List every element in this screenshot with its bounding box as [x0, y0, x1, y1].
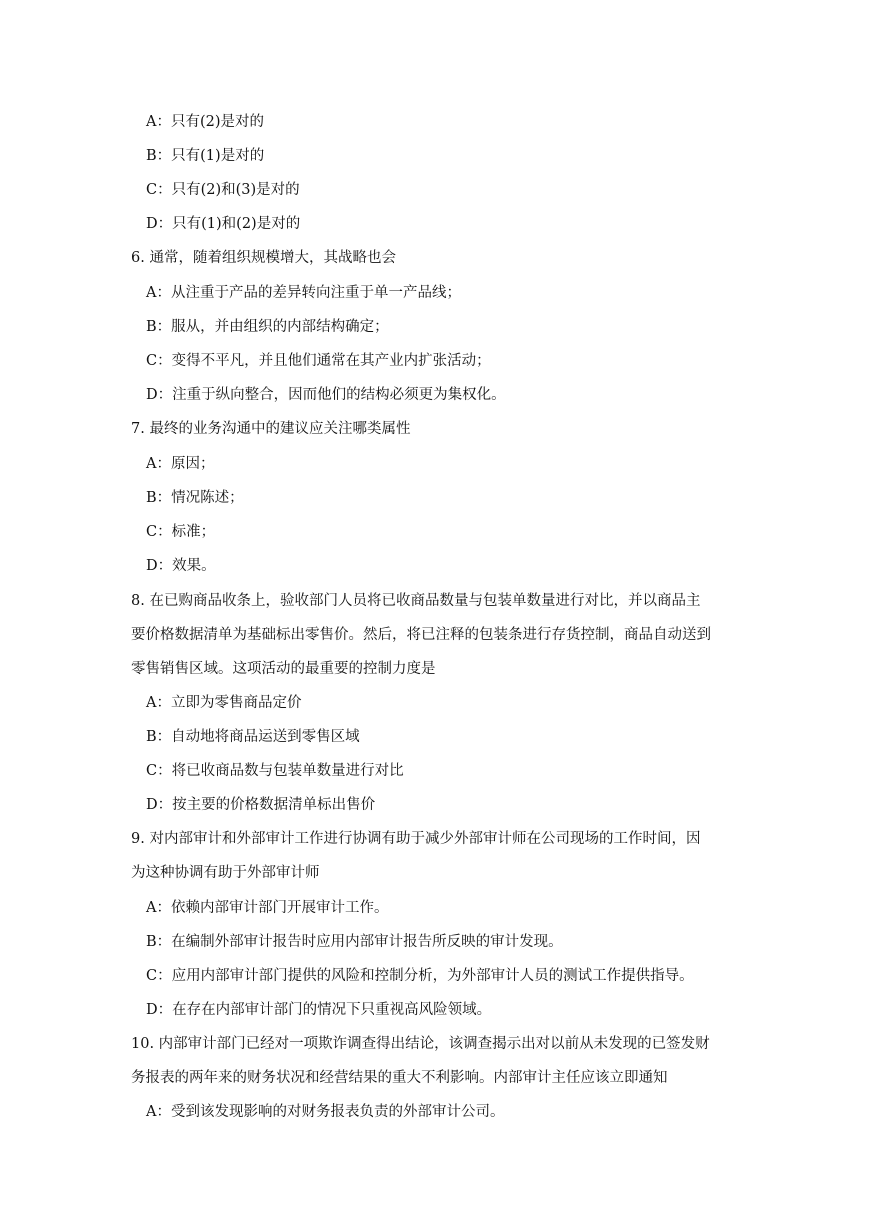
q5-option-d: D：只有(1)和(2)是对的 — [146, 216, 301, 232]
q8-stem-line-2: 要价格数据清单为基础标出零售价。然后，将已注释的包装条进行存货控制，商品自动送到 — [131, 627, 711, 643]
q9-option-a: A：依赖内部审计部门开展审计工作。 — [146, 900, 389, 916]
q8-option-d: D：按主要的价格数据清单标出售价 — [146, 797, 376, 813]
q6-option-d: D：注重于纵向整合，因而他们的结构必须更为集权化。 — [146, 387, 506, 403]
q8-stem-line-3: 零售销售区域。这项活动的最重要的控制力度是 — [131, 661, 436, 677]
q5-option-c: C：只有(2)和(3)是对的 — [146, 182, 300, 198]
q8-option-a: A：立即为零售商品定价 — [146, 695, 302, 711]
q7-option-b: B：情况陈述； — [146, 490, 244, 506]
q5-option-b: B：只有(1)是对的 — [146, 148, 265, 164]
q5-option-a: A：只有(2)是对的 — [146, 114, 265, 130]
q10-option-a: A：受到该发现影响的对财务报表负责的外部审计公司。 — [146, 1104, 505, 1120]
q9-stem-line-1: 9. 对内部审计和外部审计工作进行协调有助于减少外部审计师在公司现场的工作时间，因 — [131, 831, 701, 847]
q10-stem-line-1: 10. 内部审计部门已经对一项欺诈调查得出结论，该调查揭示出对以前从未发现的已签发财 — [131, 1036, 710, 1052]
q6-stem: 6. 通常，随着组织规模增大，其战略也会 — [131, 250, 396, 266]
q7-stem: 7. 最终的业务沟通中的建议应关注哪类属性 — [131, 421, 411, 437]
q9-option-d: D：在存在内部审计部门的情况下只重视高风险领域。 — [146, 1002, 492, 1018]
q8-option-c: C：将已收商品数与包装单数量进行对比 — [146, 763, 404, 779]
q9-option-c: C：应用内部审计部门提供的风险和控制分析，为外部审计人员的测试工作提供指导。 — [146, 968, 694, 984]
q10-stem-line-2: 务报表的两年来的财务状况和经营结果的重大不利影响。内部审计主任应该立即通知 — [131, 1070, 668, 1086]
q9-stem-line-2: 为这种协调有助于外部审计师 — [131, 865, 320, 881]
q7-option-c: C：标准； — [146, 524, 216, 540]
q6-option-a: A：从注重于产品的差异转向注重于单一产品线； — [146, 285, 461, 301]
q8-option-b: B：自动地将商品运送到零售区域 — [146, 729, 360, 745]
q7-option-a: A：原因； — [146, 456, 215, 472]
q7-option-d: D：效果。 — [146, 558, 216, 574]
q6-option-c: C：变得不平凡，并且他们通常在其产业内扩张活动； — [146, 353, 491, 369]
q9-option-b: B：在编制外部审计报告时应用内部审计报告所反映的审计发现。 — [146, 934, 563, 950]
q8-stem-line-1: 8. 在已购商品收条上，验收部门人员将已收商品数量与包装单数量进行对比，并以商品主 — [131, 593, 701, 609]
q6-option-b: B：服从，并由组织的内部结构确定； — [146, 319, 389, 335]
